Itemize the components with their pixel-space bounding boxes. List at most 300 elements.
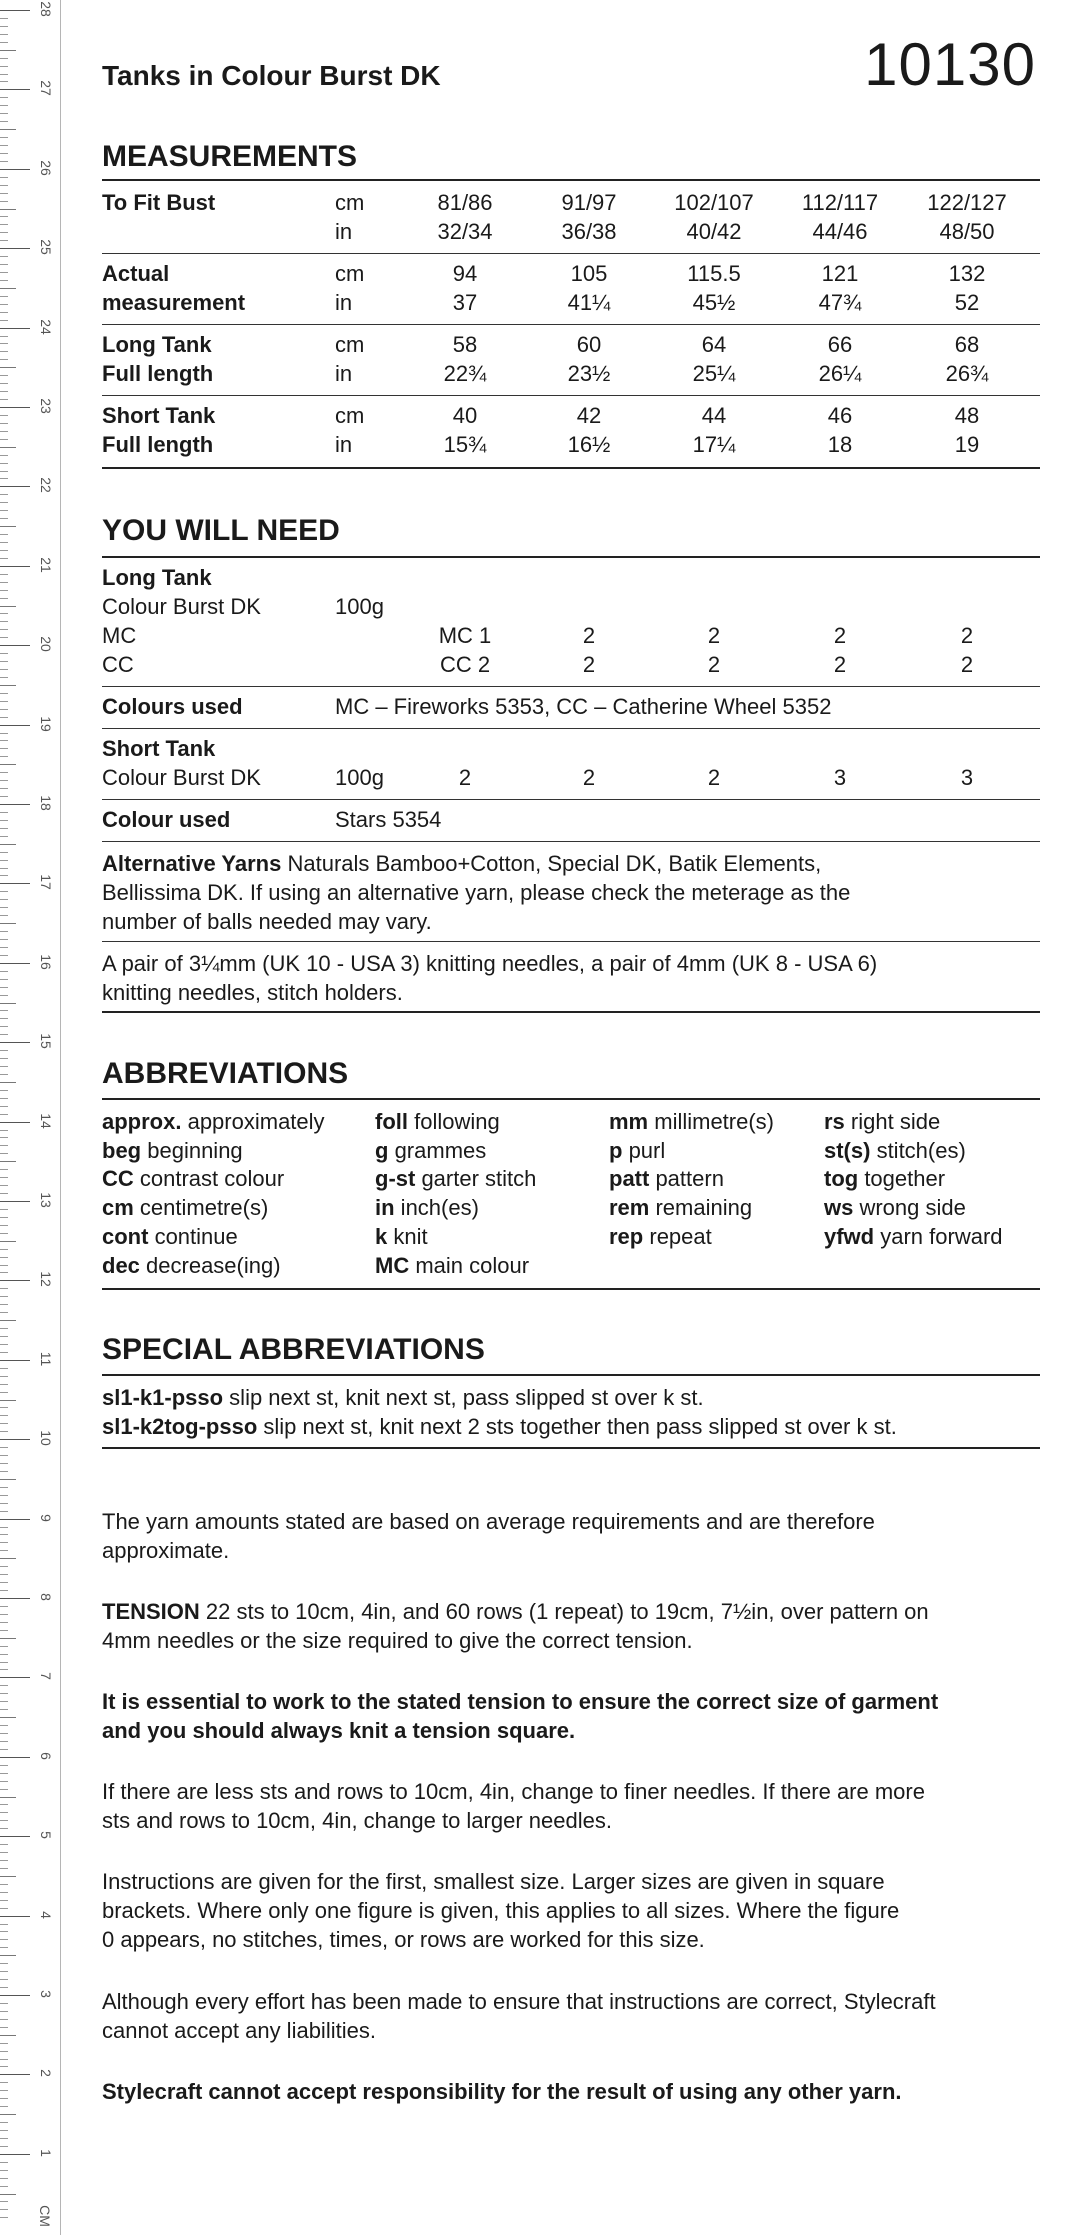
divider (102, 728, 1040, 729)
abbr-value: garter stitch (415, 1166, 537, 1192)
abbr-key: p (609, 1137, 623, 1163)
ruler-tick (0, 852, 8, 853)
divider (102, 799, 1040, 800)
ruler-tick (0, 669, 8, 670)
ruler-tick (0, 288, 16, 289)
cell: 3 (960, 765, 974, 790)
ruler-tick (0, 939, 8, 940)
pattern-number: 10130 (864, 31, 1036, 98)
ruler-tick (0, 1900, 8, 1901)
ruler-tick (0, 1701, 8, 1702)
ruler-tick (0, 518, 8, 519)
cell: 3 (833, 765, 847, 790)
ruler-tick (0, 1860, 8, 1861)
ruler-tick (0, 558, 8, 559)
short-tank-title: Short Tank (102, 736, 216, 761)
measurement-row-long-cm (102, 332, 1040, 361)
ruler-tick (0, 510, 8, 511)
abbr-key: g (375, 1137, 389, 1163)
ruler-tick (0, 1741, 8, 1742)
ruler-tick (0, 1812, 8, 1813)
ruler-tick (0, 1058, 8, 1059)
abbr-value: right side (844, 1109, 941, 1134)
ruler-tick (0, 1971, 8, 1972)
ruler-tick (0, 1558, 16, 1559)
colours-used-value: MC – Fireworks 5353, CC – Catherine Wheel 5352 (335, 694, 832, 719)
special-abbreviation-item (102, 1383, 1040, 1412)
ruler-tick (0, 550, 8, 551)
ruler-tick (0, 788, 8, 789)
ruler-tick (0, 1503, 8, 1504)
ruler-tick (0, 931, 8, 932)
abbr-value: slip next st, knit next 2 sts together then pass slipped st over k st. (257, 1414, 897, 1439)
ruler-tick (0, 1026, 8, 1027)
ruler-number: 1 (38, 2148, 54, 2157)
divider (102, 941, 1040, 942)
abbr-key: CC (102, 1166, 134, 1192)
abbr-key: tog (824, 1166, 859, 1192)
abbreviation-item (375, 1223, 536, 1252)
abbreviation-item (609, 1194, 774, 1223)
ruler-tick (0, 717, 8, 718)
cell: 115.5 (687, 261, 741, 286)
colour-used-value: Stars 5354 (335, 807, 442, 832)
cell: 66 (827, 332, 853, 357)
abbreviation-column (824, 1108, 1003, 1252)
cell: 2 (458, 765, 472, 790)
abbreviation-item (824, 1194, 1003, 1223)
cell: 25¼ (692, 361, 736, 386)
abbr-key: rem (609, 1195, 650, 1221)
ruler-tick (0, 1757, 30, 1758)
ruler-tick (0, 1685, 8, 1686)
abbreviation-item (609, 1223, 774, 1252)
ruler-tick (0, 1185, 8, 1186)
ruler-tick (0, 955, 8, 956)
ruler-tick (0, 1463, 8, 1464)
ruler-tick (0, 582, 8, 583)
divider (102, 324, 1040, 325)
ruler-tick (0, 637, 8, 638)
ruler-tick (0, 2003, 8, 2004)
abbr-value: pattern (649, 1166, 724, 1192)
measurement-row-short-cm (102, 403, 1040, 432)
ruler-number: 10 (38, 1430, 54, 1446)
ruler-tick (0, 1924, 8, 1925)
abbr-value: yarn forward (874, 1223, 1003, 1249)
cell: 16½ (567, 432, 611, 457)
ruler-tick (0, 1511, 8, 1512)
ruler-tick (0, 987, 8, 988)
ruler-tick (0, 1836, 30, 1837)
ruler-number: 15 (38, 1033, 54, 1049)
long-tank-mc-row (102, 623, 1040, 652)
ruler-tick (0, 1360, 30, 1361)
cell: 2 (707, 765, 721, 790)
divider (102, 253, 1040, 254)
ruler-tick (0, 2027, 8, 2028)
ruler-tick (0, 1407, 8, 1408)
divider (102, 686, 1040, 687)
ruler-tick (0, 1415, 8, 1416)
ruler-tick (0, 2066, 8, 2067)
ruler-number: 14 (38, 1112, 54, 1129)
ruler-tick (0, 1471, 8, 1472)
ruler-tick (0, 1662, 8, 1663)
ruler-tick (0, 1074, 8, 1075)
ruler-tick (0, 1709, 8, 1710)
ruler-tick (0, 2098, 8, 2099)
ruler-tick (0, 1527, 8, 1528)
note-line: cannot accept any liabilities. (102, 2018, 376, 2043)
ruler-tick (0, 526, 16, 527)
ruler-tick (0, 264, 8, 265)
abbreviations-heading: ABBREVIATIONS (102, 1057, 349, 1090)
ruler-tick (0, 1209, 8, 1210)
ruler-tick (0, 1892, 8, 1893)
ruler-tick (0, 1122, 30, 1123)
abbr-key: mm (609, 1109, 649, 1134)
abbr-value: beginning (141, 1137, 243, 1163)
abbr-value: repeat (643, 1223, 712, 1249)
ruler-tick (0, 391, 8, 392)
ruler-tick (0, 899, 8, 900)
abbr-value: grammes (388, 1137, 487, 1163)
ruler-tick (0, 2130, 8, 2131)
ruler-tick (0, 1376, 8, 1377)
abbr-value: knit (387, 1223, 428, 1249)
abbreviation-item (375, 1165, 536, 1194)
long-tank-title-row (102, 565, 1040, 594)
ruler-tick (0, 2011, 8, 2012)
ruler-tick (0, 1868, 8, 1869)
ruler-tick (0, 1423, 8, 1424)
abbr-key: beg (102, 1137, 142, 1163)
ruler-tick (0, 613, 8, 614)
abbreviation-item (609, 1165, 774, 1194)
ruler-tick (0, 1368, 8, 1369)
abbr-value: main colour (409, 1252, 530, 1278)
abbr-key: k (375, 1223, 388, 1249)
ruler-tick (0, 1630, 8, 1631)
measurements-heading: MEASUREMENTS (102, 140, 358, 173)
ruler-number: 18 (38, 795, 54, 811)
ruler-number: 23 (38, 398, 54, 414)
short-tank-yarn-row (102, 765, 1040, 794)
abbr-value: millimetre(s) (648, 1109, 775, 1134)
ruler-tick (0, 772, 8, 773)
ruler-tick (0, 1574, 8, 1575)
ruler-tick (0, 891, 8, 892)
ruler-tick (0, 1344, 8, 1345)
ruler-tick (0, 2194, 16, 2195)
ruler-tick (0, 2035, 16, 2036)
ruler-tick (0, 1114, 8, 1115)
ruler-tick (0, 185, 8, 186)
ball-weight: 100g (335, 594, 384, 619)
abbreviation-item (824, 1165, 1003, 1194)
abbr-value: decrease(ing) (139, 1252, 281, 1278)
ruler-number: 9 (38, 1513, 54, 1522)
ruler-tick (0, 1018, 8, 1019)
note-line: approximate. (102, 1538, 230, 1563)
document-title: Tanks in Colour Burst DK (102, 60, 441, 91)
ruler-tick (0, 2162, 8, 2163)
row-label: Full length (102, 361, 214, 386)
ruler-tick (0, 1161, 16, 1162)
abbr-value: purl (622, 1137, 666, 1163)
ruler-tick (0, 280, 8, 281)
unit-label: in (335, 290, 353, 315)
ruler-tick (0, 2106, 8, 2107)
ruler-tick (0, 2217, 8, 2218)
ruler-tick (0, 1201, 30, 1202)
abbr-key: g-st (375, 1166, 416, 1192)
needles-info (102, 949, 1040, 1007)
ruler-tick (0, 177, 8, 178)
cell: 60 (576, 332, 602, 357)
ruler-tick (0, 209, 16, 210)
ruler-tick (0, 693, 8, 694)
ruler-tick (0, 240, 8, 241)
ruler-tick (0, 1550, 8, 1551)
ruler-tick (0, 312, 8, 313)
note-line: and you should always knit a tension square. (102, 1718, 576, 1743)
abbreviation-item (102, 1108, 325, 1137)
cell: 2 (582, 623, 596, 648)
cell: 94 (452, 261, 478, 286)
alternative-yarns-label: Alternative Yarns (102, 851, 282, 876)
abbr-key: rs (824, 1109, 845, 1134)
abbr-key: sl1-k2tog-psso (102, 1414, 258, 1439)
ruler-tick (0, 1392, 8, 1393)
ruler-tick (0, 272, 8, 273)
measurement-row-bust-cm (102, 190, 1040, 219)
ruler-tick (0, 709, 8, 710)
ruler-tick (0, 304, 8, 305)
ruler-tick (0, 1312, 8, 1313)
ruler-tick (0, 2178, 8, 2179)
abbreviation-item (102, 1194, 325, 1223)
yarn-label: Colour Burst DK (102, 594, 261, 619)
divider (102, 1011, 1040, 1013)
ruler-number: 20 (38, 636, 54, 652)
cell: 68 (954, 332, 980, 357)
ruler-tick (0, 50, 16, 51)
ruler-number: 2 (38, 2069, 54, 2078)
ball-weight: 100g (335, 765, 384, 790)
ruler-tick (0, 820, 8, 821)
ruler-tick (0, 621, 8, 622)
divider (102, 556, 1040, 558)
measurement-row-actual-cm (102, 261, 1040, 290)
ruler-tick (0, 1820, 8, 1821)
ruler-tick (0, 97, 8, 98)
long-tank-cc-row (102, 652, 1040, 681)
abbr-value: remaining (649, 1195, 753, 1221)
ruler-tick (0, 1479, 16, 1480)
tension-note (102, 1597, 1040, 1655)
ruler-tick (0, 1042, 30, 1043)
ruler-tick (0, 1003, 16, 1004)
ruler-tick (0, 2059, 8, 2060)
abbr-key: patt (609, 1166, 650, 1192)
tension-label: TENSION (102, 1599, 200, 1624)
colour-used-label: Colour used (102, 807, 231, 832)
cell: 2 (960, 623, 974, 648)
ruler-tick (0, 1010, 8, 1011)
long-tank-yarn-row (102, 594, 1040, 623)
unit-label: cm (335, 261, 365, 286)
abbr-key: MC (375, 1252, 410, 1278)
ruler-number: 8 (38, 1593, 54, 1601)
abbreviation-item (375, 1108, 536, 1137)
ruler-tick (0, 1193, 8, 1194)
ruler-tick (0, 1638, 16, 1639)
ruler-tick (0, 1677, 30, 1678)
ruler-tick (0, 1328, 8, 1329)
abbr-key: in (375, 1195, 395, 1221)
ruler-tick (0, 995, 8, 996)
ruler-tick (0, 169, 30, 170)
cell: 52 (954, 290, 980, 315)
ruler-tick (0, 1939, 8, 1940)
cell: 15¾ (443, 432, 487, 457)
cell: 105 (570, 261, 608, 286)
ruler-tick (0, 1773, 8, 1774)
abbreviation-item (375, 1252, 536, 1281)
short-tank-title-row (102, 736, 1040, 765)
ruler-tick (0, 296, 8, 297)
ruler-tick (0, 796, 8, 797)
ruler-number: 4 (38, 1910, 54, 1919)
ruler-tick (0, 2201, 8, 2202)
ruler-tick (0, 351, 8, 352)
abbreviation-column (102, 1108, 325, 1280)
ruler-tick (0, 2170, 8, 2171)
note-line: 22 sts to 10cm, 4in, and 60 rows (1 repeat) to 19cm, 7½in, over pattern on (199, 1599, 929, 1624)
ruler-tick (0, 661, 8, 662)
abbr-key: cm (102, 1195, 134, 1221)
alternative-yarns-text: number of balls needed may vary. (102, 909, 432, 934)
ruler-tick (0, 677, 8, 678)
ruler-tick (0, 1130, 8, 1131)
abbr-key: foll (375, 1109, 408, 1134)
ruler-tick (0, 836, 8, 837)
ruler-tick (0, 1725, 8, 1726)
ruler-tick (0, 1082, 16, 1083)
ruler-tick (0, 1654, 8, 1655)
ruler-tick (0, 1590, 8, 1591)
ruler-tick (0, 1241, 16, 1242)
abbr-value: together (858, 1166, 946, 1192)
ruler-tick (0, 74, 8, 75)
abbreviation-item (102, 1223, 325, 1252)
ruler-number: 3 (38, 1990, 54, 1998)
ruler-tick (0, 1598, 30, 1599)
ruler-tick (0, 1693, 8, 1694)
ruler-tick (0, 463, 8, 464)
ruler-tick (0, 248, 30, 249)
ruler-tick (0, 153, 8, 154)
ruler-tick (0, 1233, 8, 1234)
cell: 41¼ (567, 290, 611, 315)
special-abbreviations-heading: SPECIAL ABBREVIATIONS (102, 1333, 485, 1366)
abbreviation-item (102, 1137, 325, 1166)
abbr-value: slip next st, knit next st, pass slipped st over k st. (223, 1385, 704, 1410)
colour-used-row (102, 807, 1040, 836)
ruler-tick (0, 812, 8, 813)
ruler-tick (0, 1066, 8, 1067)
alternative-yarns-text: Naturals Bamboo+Cotton, Special DK, Batik Elements, (281, 851, 822, 876)
ruler-tick (0, 81, 8, 82)
ruler-tick (0, 574, 8, 575)
abbreviation-item (102, 1252, 325, 1281)
ruler-number: 24 (38, 318, 54, 335)
cell: 122/127 (927, 190, 1007, 215)
ruler-tick (0, 89, 30, 90)
ruler-tick (0, 58, 8, 59)
ruler-tick (0, 415, 8, 416)
divider (102, 395, 1040, 396)
ruler-tick (0, 598, 8, 599)
ruler-tick (0, 1034, 8, 1035)
ruler-tick (0, 216, 8, 217)
ruler-unit-label: CM (36, 2205, 53, 2227)
ruler-tick (0, 1844, 8, 1845)
abbreviation-column (609, 1108, 774, 1252)
mc-label: MC (102, 623, 137, 648)
abbreviation-item (375, 1137, 536, 1166)
ruler-number: 7 (38, 1672, 54, 1681)
abbr-value: continue (148, 1223, 238, 1249)
divider (102, 467, 1040, 469)
ruler-tick (0, 2019, 8, 2020)
ruler-tick (0, 566, 30, 567)
note-line: Although every effort has been made to ensure that instructions are correct, Stylecraft (102, 1989, 936, 2014)
ruler-tick (0, 725, 30, 726)
note-line: brackets. Where only one figure is given, this applies to all sizes. Where the figure (102, 1898, 900, 1923)
ruler-tick (0, 1050, 8, 1051)
abbr-key: st(s) (824, 1137, 871, 1163)
cell: 81/86 (437, 190, 493, 215)
cell: 64 (701, 332, 727, 357)
ruler-tick (0, 1447, 8, 1448)
ruler-tick (0, 1908, 8, 1909)
ruler-tick (0, 2138, 8, 2139)
abbr-key: sl1-k1-psso (102, 1385, 224, 1410)
ruler-tick (0, 947, 8, 948)
ruler-tick (0, 645, 30, 646)
ruler-tick (0, 1177, 8, 1178)
ruler-tick (0, 1542, 8, 1543)
ruler-tick (0, 471, 8, 472)
cell: 47¾ (818, 290, 862, 315)
cell: 37 (452, 290, 478, 315)
ruler-tick (0, 1947, 8, 1948)
ruler-tick (0, 1106, 8, 1107)
ruler-number: 6 (38, 1751, 54, 1760)
abbreviation-item (824, 1223, 1003, 1252)
ruler-tick (0, 486, 30, 487)
cell: 58 (452, 332, 478, 357)
ruler-tick (0, 1646, 8, 1647)
row-label: To Fit Bust (102, 190, 216, 215)
row-label: measurement (102, 290, 246, 315)
ruler-tick (0, 844, 16, 845)
cell: 17¼ (692, 432, 736, 457)
ruler-tick (0, 1257, 8, 1258)
